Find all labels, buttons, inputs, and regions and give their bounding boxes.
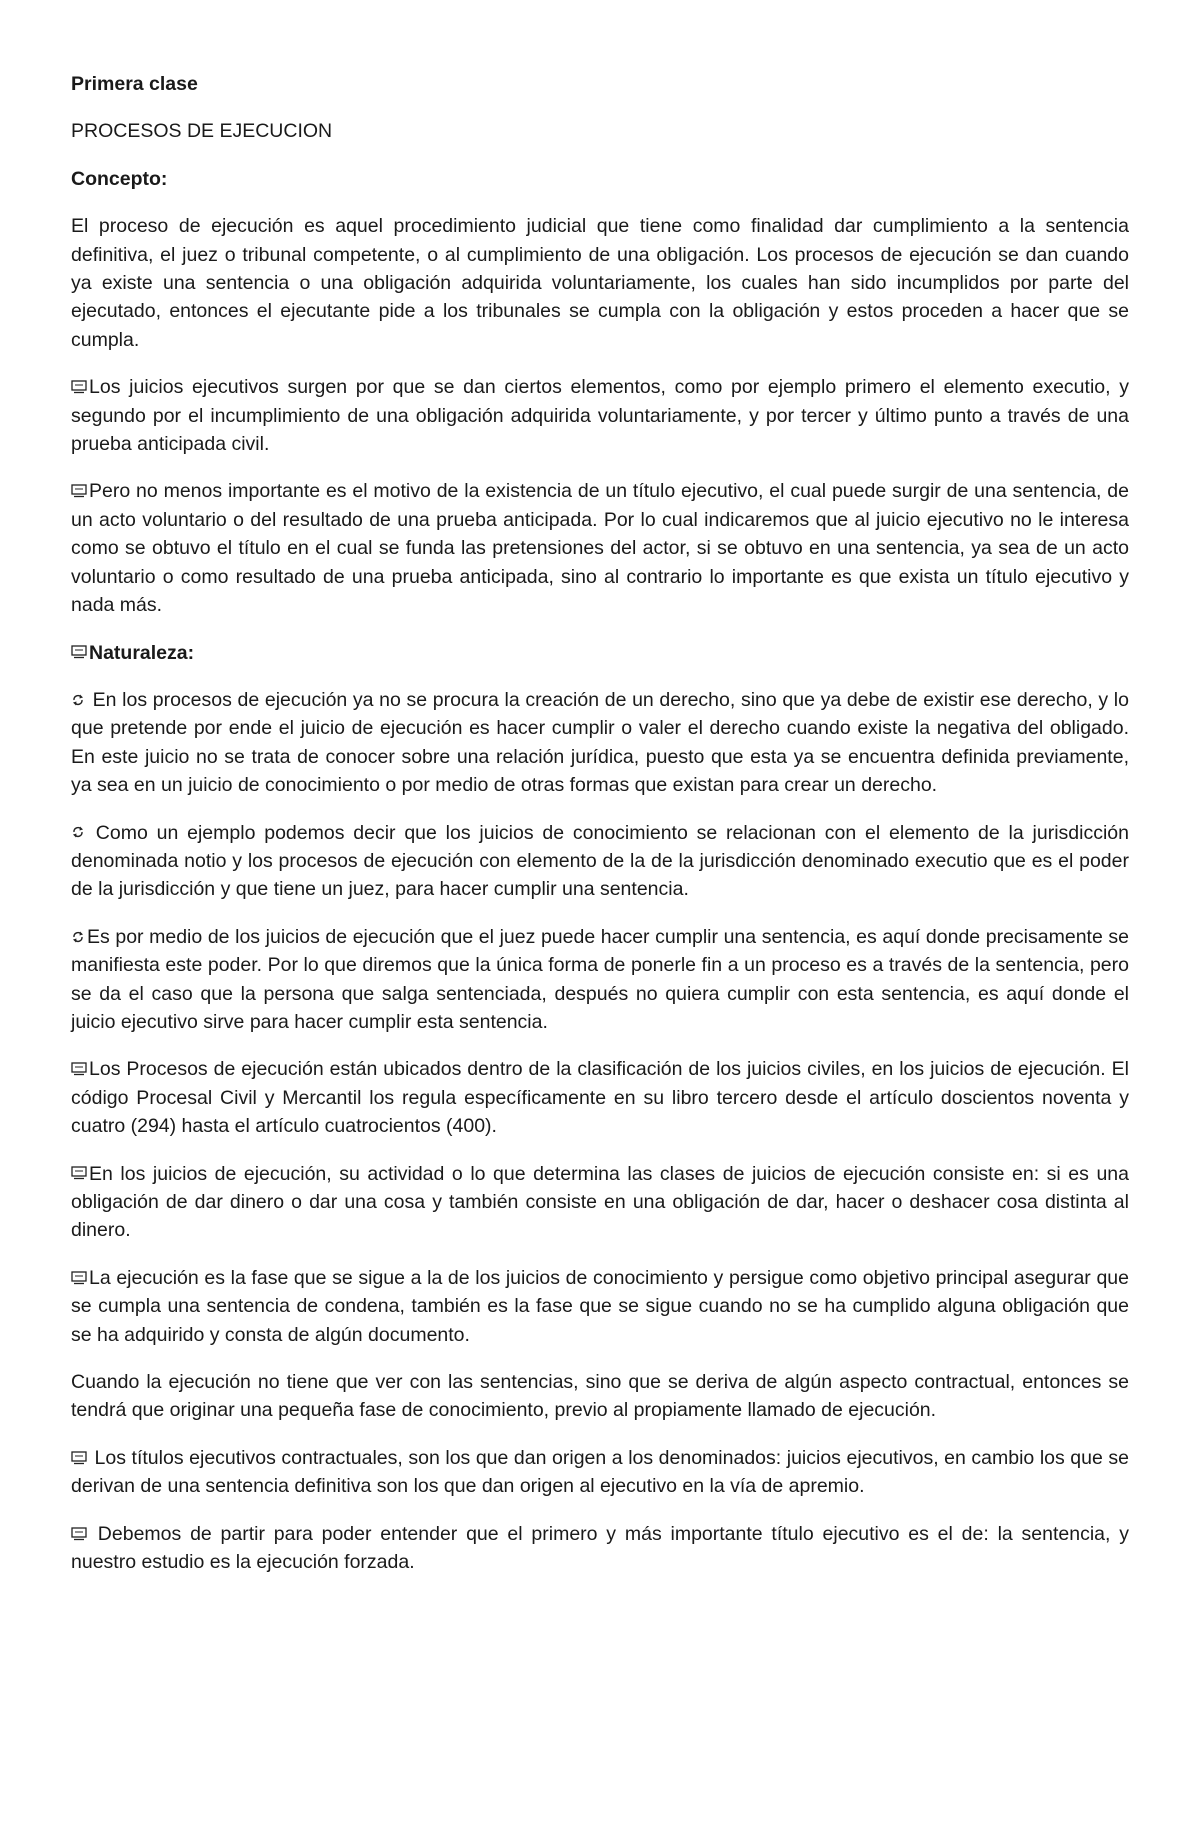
title-text: Pero no menos importante es el motivo de la existencia de un título ejecutivo, el cual puede surgir de una sentencia, de un acto voluntario o del resultado de una prueba anticipada. Por lo cual indicaremos que al juicio ejecutivo no le interesa como se obtuvo el título en el cual se funda las pretensiones del actor, si se obtuvo en una sentencia, ya sea de un acto voluntario o como resultado de una prueba anticipada, sino al contrario lo importante es que exista un título ejecutivo y nada más. xyxy=(71,480,1129,617)
location-text: Los Procesos de ejecución están ubicados dentro de la clasificación de los juicios civiles, en los juicios de ejecución. El código Procesal Civil y Mercantil los regula específicamente en su libro tercero desde el artículo doscientos noventa y cuatro (294) hasta el artículo cuatrocientos (400). xyxy=(71,1058,1129,1138)
computer-bullet-icon xyxy=(71,1271,87,1285)
location-paragraph xyxy=(71,1055,1129,1140)
phase-text: La ejecución es la fase que se sigue a la de los juicios de conocimiento y persigue como objetivo principal asegurar que se cumpla una sentencia de condena, también es la fase que se sigue cuando no se ha cumplido alguna obligación que se ha adquirido y consta de algún documento. xyxy=(71,1266,1129,1346)
nature-text-2: Como un ejemplo podemos decir que los juicios de conocimiento se relacionan con el elemento de la jurisdicción denominada notio y los procesos de ejecución con elemento de la de la jurisdicción denominado executio que es el poder de la jurisdicción y que tiene un juez, para hacer cumplir una sentencia. xyxy=(71,821,1129,901)
computer-bullet-icon xyxy=(71,380,87,394)
contract-paragraph xyxy=(71,1368,1129,1425)
nature-paragraph-3 xyxy=(71,923,1129,1037)
nature-heading-line xyxy=(71,639,1129,667)
nature-paragraph-1 xyxy=(71,686,1129,800)
titles-paragraph xyxy=(71,1444,1129,1501)
activity-text: En los juicios de ejecución, su actividad o lo que determina las clases de juicios de ejecución consiste en: si es una obligación de dar dinero o dar una cosa y también consiste en una obligación de dar, hacer o deshacer cosa distinta al dinero. xyxy=(71,1162,1129,1242)
elements-paragraph xyxy=(71,373,1129,458)
concept-heading: Concepto: xyxy=(71,167,168,190)
concept-paragraph xyxy=(71,212,1129,354)
cycle-bullet-icon xyxy=(71,825,85,839)
nature-text-3: Es por medio de los juicios de ejecución que el juez puede hacer cumplir una sentencia, es aquí donde precisamente se manifiesta este poder. Por lo que diremos que la única forma de ponerle fin a un proceso es a través de la sentencia, pero se da el caso que la persona que salga sentenciada, después no quiera cumplir con esta sentencia, es aquí donde el juicio ejecutivo sirve para hacer cumplir esta sentencia. xyxy=(71,925,1129,1033)
title-paragraph xyxy=(71,477,1129,619)
cycle-bullet-icon xyxy=(71,930,85,944)
computer-bullet-icon xyxy=(71,1166,87,1180)
final-text: Debemos de partir para poder entender que el primero y más importante título ejecutivo es el de: la sentencia, y nuestro estudio es la ejecución forzada. xyxy=(71,1522,1129,1574)
cycle-bullet-icon xyxy=(71,693,85,707)
class-title: Primera clase xyxy=(71,73,198,95)
main-title: PROCESOS DE EJECUCION xyxy=(71,120,333,143)
computer-bullet-icon xyxy=(71,1062,87,1076)
nature-text-1: En los procesos de ejecución ya no se procura la creación de un derecho, sino que ya debe de existir ese derecho, y lo que pretende por ende el juicio de ejecución es hacer cumplir o valer el derecho cuando existe la negativa del obligado. En este juicio no se trata de conocer sobre una relación jurídica, puesto que esta ya se encuentra definida previamente, ya sea en un juicio de conocimiento o por medio de otras formas que existan para crear un derecho. xyxy=(71,688,1129,797)
titles-text: Los títulos ejecutivos contractuales, son los que dan origen a los denominados: juicios ejecutivos, en cambio los que se derivan de una sentencia definitiva son los que dan origen al ejecutivo en la vía de apremio. xyxy=(71,1446,1129,1498)
phase-paragraph xyxy=(71,1264,1129,1349)
document-page xyxy=(71,70,1129,1595)
computer-bullet-icon xyxy=(71,1527,87,1541)
nature-paragraph-2 xyxy=(71,819,1129,904)
activity-paragraph xyxy=(71,1160,1129,1245)
concept-text: El proceso de ejecución es aquel procedimiento judicial que tiene como finalidad dar cumplimiento a la sentencia definitiva, el juez o tribunal competente, o al cumplimiento de una obligación. Los procesos de ejecución se dan cuando ya existe una sentencia o una obligación adquirida voluntariamente, los cuales han sido incumplidos por parte del ejecutado, entonces el ejecutante pide a los tribunales se cumpla con la obligación y estos proceden a hacer que se cumpla. xyxy=(71,215,1129,351)
computer-bullet-icon xyxy=(71,645,87,659)
contract-text: Cuando la ejecución no tiene que ver con las sentencias, sino que se deriva de algún aspecto contractual, entonces se tendrá que originar una pequeña fase de conocimiento, previo al propiamente llamado de ejecución. xyxy=(71,1371,1129,1422)
nature-heading: Naturaleza: xyxy=(89,641,195,664)
computer-bullet-icon xyxy=(71,484,87,498)
computer-bullet-icon xyxy=(71,1451,87,1465)
elements-text: Los juicios ejecutivos surgen por que se dan ciertos elementos, como por ejemplo primero el elemento executio, y segundo por el incumplimiento de una obligación adquirida voluntariamente, y por tercer y último punto a través de una prueba anticipada civil. xyxy=(71,376,1129,456)
final-paragraph xyxy=(71,1520,1129,1577)
